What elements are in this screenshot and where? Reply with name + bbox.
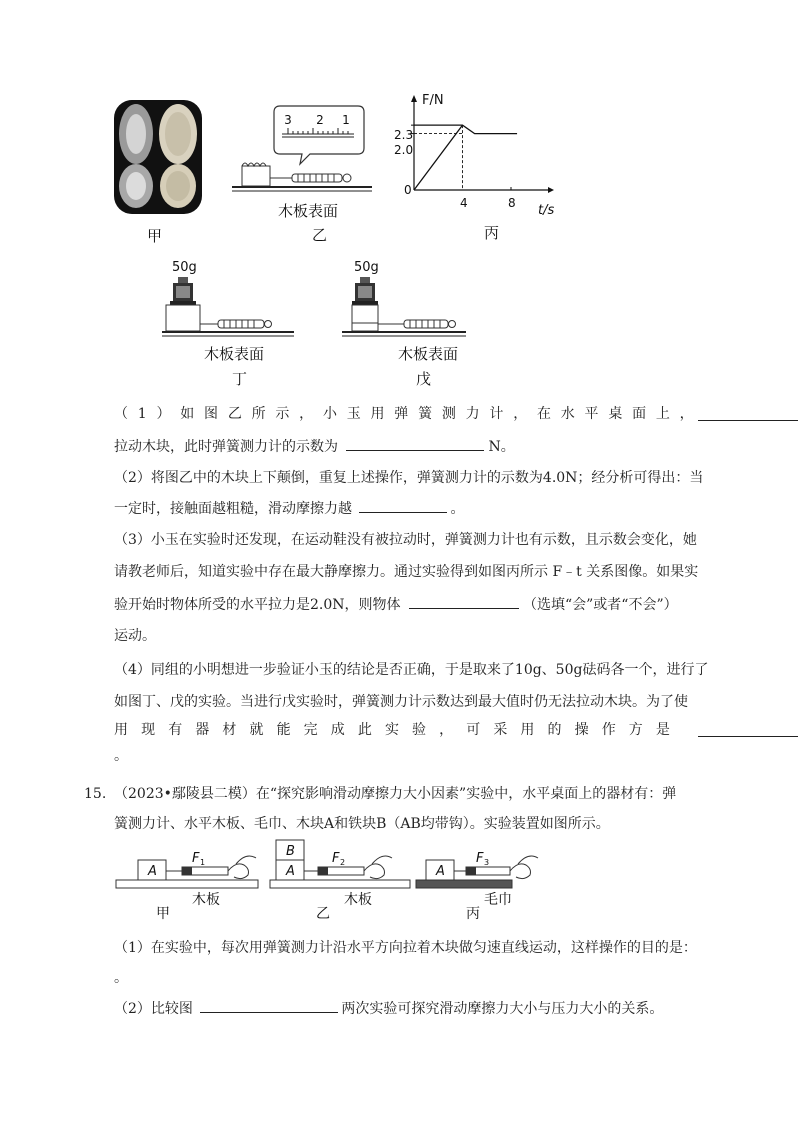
- answer-blank-3[interactable]: [359, 498, 447, 513]
- scale-tick-1: 1: [342, 113, 350, 127]
- q15-fig-bing: 丙: [466, 906, 480, 922]
- q15-fig-bing-block-a: A: [436, 864, 445, 879]
- graph-series-2: [414, 125, 517, 133]
- q15-fig-f2-sub: 2: [340, 858, 346, 867]
- graph-xlabel: t/s: [538, 203, 555, 218]
- q15-fig-board2: 木板: [344, 892, 372, 908]
- figure-yi-apparatus: [230, 104, 376, 200]
- figure-wu-label: 戊: [416, 370, 432, 388]
- q15-fig-f3: F: [476, 851, 484, 866]
- q14-part4-line4: 。: [114, 748, 128, 764]
- q14-part1-line1: （ 1 ） 如 图 乙 所 示 ， 小 玉 用 弹 簧 测 力 计 ， 在 水 平 桌 面 上 ，: [114, 406, 694, 422]
- q15-fig-f1-sub: 1: [200, 858, 206, 867]
- scale-tick-2: 2: [316, 113, 324, 127]
- graph-series-1: [414, 125, 463, 190]
- q14-part4-line1: （4）同组的小明想进一步验证小玉的结论是否正确，于是取来了10g、50g砝码各一个，进行了: [114, 662, 709, 678]
- figure-bing-label: 丙: [484, 224, 500, 242]
- q15-fig-yi-block-a: A: [286, 864, 295, 879]
- q15-line1: （2023•鄢陵县二模）在“探究影响滑动摩擦力大小因素”实验中，水平桌面上的器材有：弹: [114, 786, 677, 802]
- q15-fig-f1: F: [192, 851, 200, 866]
- answer-blank-2[interactable]: [346, 436, 484, 451]
- q15-fig-jia-block-a: A: [148, 864, 157, 879]
- figure-bing-graph: [392, 90, 562, 220]
- q14-part3-line4: 运动。: [114, 628, 156, 644]
- q15-figure: [112, 838, 552, 924]
- figure-ding-board-label: 木板表面: [204, 345, 265, 363]
- q15-fig-towel: 毛巾: [484, 892, 512, 908]
- q15-fig-board1: 木板: [192, 892, 220, 908]
- q14-part3-line3: 验开始时物体所受的水平拉力是2.0N，则物体 （选填“会”或者“不会”）: [114, 594, 678, 615]
- figure-ding-label: 丁: [232, 370, 248, 388]
- q15-number: 15.: [84, 786, 107, 802]
- figure-ding-apparatus: [160, 255, 300, 339]
- q14-part2-line1: （2）将图乙中的木块上下颠倒，重复上述操作，弹簧测力计的示数为4.0N；经分析可得出：当: [114, 470, 704, 486]
- graph-ylabel: F/N: [422, 93, 444, 108]
- q15-part1-line1: （1）在实验中，每次用弹簧测力计沿水平方向拉着木块做匀速直线运动，这样操作的目的是：: [114, 940, 697, 956]
- q15-fig-yi: 乙: [316, 906, 330, 922]
- graph-ytick-0: 0: [404, 183, 412, 197]
- graph-ytick-2.0: 2.0: [394, 143, 414, 157]
- figure-yi-board-label: 木板表面: [278, 202, 339, 220]
- figure-yi-label: 乙: [312, 226, 328, 244]
- figure-jia-shoe-soles: [112, 98, 204, 216]
- answer-blank-q15-2[interactable]: [200, 998, 338, 1013]
- q15-part1-line2: 。: [114, 970, 128, 986]
- figure-ding-mass: 50g: [172, 260, 197, 275]
- figure-wu-mass: 50g: [354, 260, 379, 275]
- q14-part2-line2: 一定时，接触面越粗糙，滑动摩擦力越 。: [114, 498, 464, 519]
- q15-fig-jia: 甲: [156, 906, 170, 922]
- q14-part1-line2: 拉动木块，此时弹簧测力计的示数为 N。: [114, 436, 515, 457]
- q15-part2: （2）比较图 两次实验可探究滑动摩擦力大小与压力大小的关系。: [114, 998, 663, 1019]
- q15-fig-f2: F: [332, 851, 340, 866]
- q14-part3-line2: 请教老师后，知道实验中存在最大静摩擦力。通过实验得到如图丙所示 F﹣t 关系图像。如果实: [114, 564, 699, 580]
- q14-part4-line2: 如图丁、戊的实验。当进行戊实验时，弹簧测力计示数达到最大值时仍无法拉动木块。为了使: [114, 694, 688, 710]
- q14-part4-line3: 用 现 有 器 材 就 能 完 成 此 实 验 ， 可 采 用 的 操 作 方 是: [114, 722, 670, 738]
- answer-blank-1[interactable]: [698, 406, 798, 421]
- q15-line2: 簧测力计、水平木板、毛巾、木块A和铁块B（AB均带钩）。实验装置如图所示。: [114, 816, 610, 832]
- answer-blank-4[interactable]: [409, 594, 519, 609]
- graph-ytick-2.3: 2.3: [394, 128, 414, 142]
- graph-xtick-8: 8: [508, 196, 516, 210]
- scale-tick-3: 3: [284, 113, 292, 127]
- figure-wu-board-label: 木板表面: [398, 345, 459, 363]
- figure-wu-apparatus: [340, 255, 470, 339]
- graph-xtick-4: 4: [460, 196, 468, 210]
- q14-part3-line1: （3）小玉在实验时还发现，在运动鞋没有被拉动时，弹簧测力计也有示数，且示数会变化，她: [114, 532, 697, 548]
- answer-blank-5[interactable]: [698, 722, 798, 737]
- q15-fig-yi-block-b: B: [286, 844, 295, 859]
- figure-jia-label: 甲: [147, 227, 163, 245]
- q15-fig-f3-sub: 3: [484, 858, 490, 867]
